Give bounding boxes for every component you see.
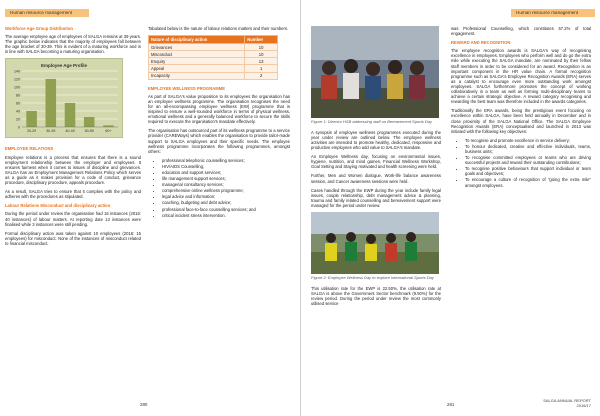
list-item: • To honour dedicated, creative and effective individuals, teams, business units; <box>465 144 591 154</box>
section-header-bar <box>5 9 89 17</box>
list-item: • To recognise and promote excellence in service delivery; <box>465 138 591 143</box>
y-tick-label: 40 <box>16 109 20 114</box>
table-cell: Grievances <box>149 44 245 51</box>
x-tick-label: 60+ <box>105 129 112 134</box>
y-tick-label: 20 <box>16 117 20 122</box>
right-page <box>300 0 600 416</box>
counselling-paragraph: was Professional Counselling, which constitutes 57.2% of total engagement. <box>451 26 591 37</box>
age-profile-chart <box>5 58 123 138</box>
table-row <box>149 44 278 51</box>
table-cell: Appeal <box>149 65 245 72</box>
era-objectives-list <box>451 138 591 188</box>
recognition-paragraph: The employee recognition awards is SALGA's way of recognising excellence in employees. Employees who perform well and do go the extra mile while executing the SALGA mandate, are nominated by their fellow staff members in order to be considered for an award. Recognition is an important component in the HR value chain. A formal recognition programme such as SALGA's Employee Recognition Awards (ERA) serves as a catalyst to encourage even more outstanding work amongst employees. SALGA furthermore promotes the concept of working collaboratively in a team as well as forming multi-disciplinary teams to achieve a certain strategic objective. A reward category recognising and rewarding the best team was therefore included in the awards categories. <box>451 48 591 105</box>
y-tick-label: 100 <box>14 85 20 90</box>
table-cell: Enquiry <box>149 58 245 65</box>
table-cell: Misconduct <box>149 51 245 58</box>
people-photo-svg <box>311 26 439 118</box>
y-tick-label: 80 <box>16 93 20 98</box>
list-item: • HIV/AIDS Counselling; <box>162 164 290 169</box>
employee-relations-paragraph-1: Employee relations is a process that ensures that there is a sound employment relationship between the employer and employees. It ensures fairness when it comes to issues of discipline and grievances. SALGA has an Employment Management Relations Policy which serves as a guide as it makes provision for a code of conduct, grievance procedure, disciplinary procedure, appeals procedure. <box>5 154 141 186</box>
wellness-heading: EMPLOYEE WELLNESS PROGRAMME <box>148 85 226 91</box>
footer-title: SALGA ANNUAL REPORT <box>543 398 591 404</box>
y-tick-label: 0 <box>18 125 20 130</box>
misconduct-paragraph-1: During the period under review the organisation had 16 instances (2016: 40 instances) of labour matters. At reporting date 13 instances were finalised while 3 instances were still pending. <box>5 211 141 227</box>
wellness-day-paragraph: An Employee Wellness day, focusing on environmental issues, hygiene, nutrition, and mind games, Financial Wellness Workshop, Goal Setting and Staying motivated and health screening were held. <box>311 154 441 170</box>
x-tick-label: 30-39 <box>46 129 56 134</box>
misconduct-paragraph-2: Formal disciplinary action was taken against 10 employees (2016: 15 employees) for misconduct. None of the instances of misconduct related to financial misconduct. <box>5 230 141 246</box>
wellness-paragraph-2: The organisation has outsourced part of its wellness programme to a service provider (CAREWays) which enables the organisation to provide tailor-made support to SALGA employees and their specific needs. The employee wellness programme incorporates the following programmes, amongst others: <box>148 128 290 154</box>
age-profile-chart-svg <box>6 59 124 139</box>
figure-1-caption: Figure 1: Director HSB addressing staff on Bereavement Sports Day <box>311 119 432 124</box>
list-item: • To recognise committed employees or teams who are driving successful projects and reward their outstanding contributions; <box>465 155 591 165</box>
wellness-programme-list <box>148 158 290 218</box>
table-cell: 2 <box>245 72 278 79</box>
y-tick-label: 140 <box>14 69 20 74</box>
list-item: • education and support services; <box>162 170 290 175</box>
age-distribution-paragraph: The average employee age of employees of SALGA remains at 39 years. The graphic below indicates that the majority of employees fall between the age bracket of 30-39. This is evident of a maturing workforce and is in line with SALGA becoming a maturing organisation. <box>5 34 141 55</box>
left-column-2 <box>148 26 290 222</box>
x-tick-label: 50-59 <box>84 129 94 134</box>
left-column-1 <box>5 26 141 250</box>
table-cell: 10 <box>245 44 278 51</box>
report-footer <box>543 399 591 409</box>
employee-relations-heading: EMPLOYEE RELATIONS <box>5 146 54 152</box>
cases-paragraph: Cases handled through the EWP during the year include family legal issues, couple relationship, debt management advice & planning, trauma and family related counselling and bereavement support were managed for the period under review. <box>311 187 441 208</box>
sports-photo <box>311 212 439 274</box>
table-cell: 10 <box>245 51 278 58</box>
list-item: • critical incident stress intervention. <box>162 213 290 218</box>
list-item: • life management support services; <box>162 176 290 181</box>
table-row <box>149 65 278 72</box>
chart-bar <box>26 111 37 127</box>
table-cell: 1 <box>245 65 278 72</box>
utilisation-paragraph: This utilisation rate for the EWP is 22.50%, the utilisation rate at SALGA is above the Government Sector benchmark (9.50%) for the review period. During the period under review the most commonly utilised service <box>311 285 441 307</box>
list-item: • To encourage a culture of recognition of "going the extra mile" amongst employees. <box>465 177 591 187</box>
era-paragraph: Traditionally the ERA awards, being the prestigious event focusing on excellence within SALGA, have been held annually in December and in close proximity of the SALGA National Office. The SALGA Employee Recognition Awards (ERA) conceptualised and launched in 2013 was initiated with the following key objectives: <box>451 108 591 134</box>
figure-2-caption: Figure 2: Employee Wellness Day to explore International Sports Day <box>311 275 434 281</box>
table-intro: Tabulated below is the nature of labour relations matters and their numbers. <box>148 26 289 31</box>
section-header-label: Human resource management <box>516 10 579 15</box>
chart-bar <box>84 117 95 127</box>
list-item: • comprehensive online wellness programme; <box>162 188 290 193</box>
list-item: • legal advice and information; <box>162 194 290 199</box>
list-item: • professional telephonic counselling services; <box>162 158 290 163</box>
table-cell: 13 <box>245 58 278 65</box>
page-number-left: 280 <box>140 402 148 407</box>
footer-year: 2016/17 <box>576 403 591 409</box>
sports-photo-svg <box>311 212 439 274</box>
employee-relations-paragraph-2: As a result, SALGA tries to ensure that it complies with the policy and adheres with the procedures as stipulated. <box>5 189 141 200</box>
table-header-number: Number <box>245 36 278 44</box>
chart-bar <box>46 79 57 127</box>
table-row <box>149 58 278 65</box>
x-tick-label: 40-49 <box>65 129 75 134</box>
chart-bar <box>65 103 76 127</box>
reward-recognition-heading: REWARD AND RECOGNITION <box>451 40 511 46</box>
section-header-bar <box>511 9 595 17</box>
x-tick-label: 20-29 <box>26 129 37 134</box>
list-item: • managerial consultancy services; <box>162 182 290 187</box>
chart-title: Employee Age Profile <box>40 63 88 69</box>
dialogue-paragraph: Further, Men and Women dialogue, Work-life balance awareness session, and Cancer awareness sessions were held. <box>311 173 441 184</box>
people-photo <box>311 26 439 118</box>
list-item: • professional face-to-face counselling services; and <box>162 207 290 212</box>
list-item: • coaching, budgeting and debt advice; <box>162 200 290 205</box>
right-column-1 <box>311 26 441 310</box>
misconduct-heading: Labour Relations Misconduct and disciplinary action <box>5 203 111 209</box>
table-header-nature: Nature of disciplinary action <box>149 36 245 44</box>
y-tick-label: 60 <box>16 101 20 106</box>
section-header-label: Human resource management <box>10 10 73 15</box>
wellness-synopsis: A synopsis of employee wellness programmes executed during the year under review are outlined below. The employee wellness activities are intended to promote healthy, dedicated, responsive and productive employees who add value to SALGA's mandate. <box>311 129 441 151</box>
wellness-paragraph-1: As part of SALGA's value proposition to its employees the organisation has an employee wellness programme. The organisation recognises the need for an all-encompassing employee wellness (EW) programme that is inspired to ensure a well-rounded workforce in terms of physical wellness, emotional wellness and a generally balanced workforce to secure the skills required to execute the organisation's mandate effectively. <box>148 93 290 125</box>
list-item: • To recognise positive behaviours that support individual or team goals and objectives; <box>465 166 591 176</box>
table-row <box>149 72 278 79</box>
disciplinary-table <box>148 35 278 80</box>
y-tick-label: 120 <box>14 77 20 82</box>
right-column-2 <box>451 26 591 192</box>
table-row <box>149 51 278 58</box>
table-cell: Incapacity <box>149 72 245 79</box>
page-number-right: 281 <box>447 402 455 407</box>
age-distribution-heading: Workforce Age Group Distribution <box>5 26 73 31</box>
